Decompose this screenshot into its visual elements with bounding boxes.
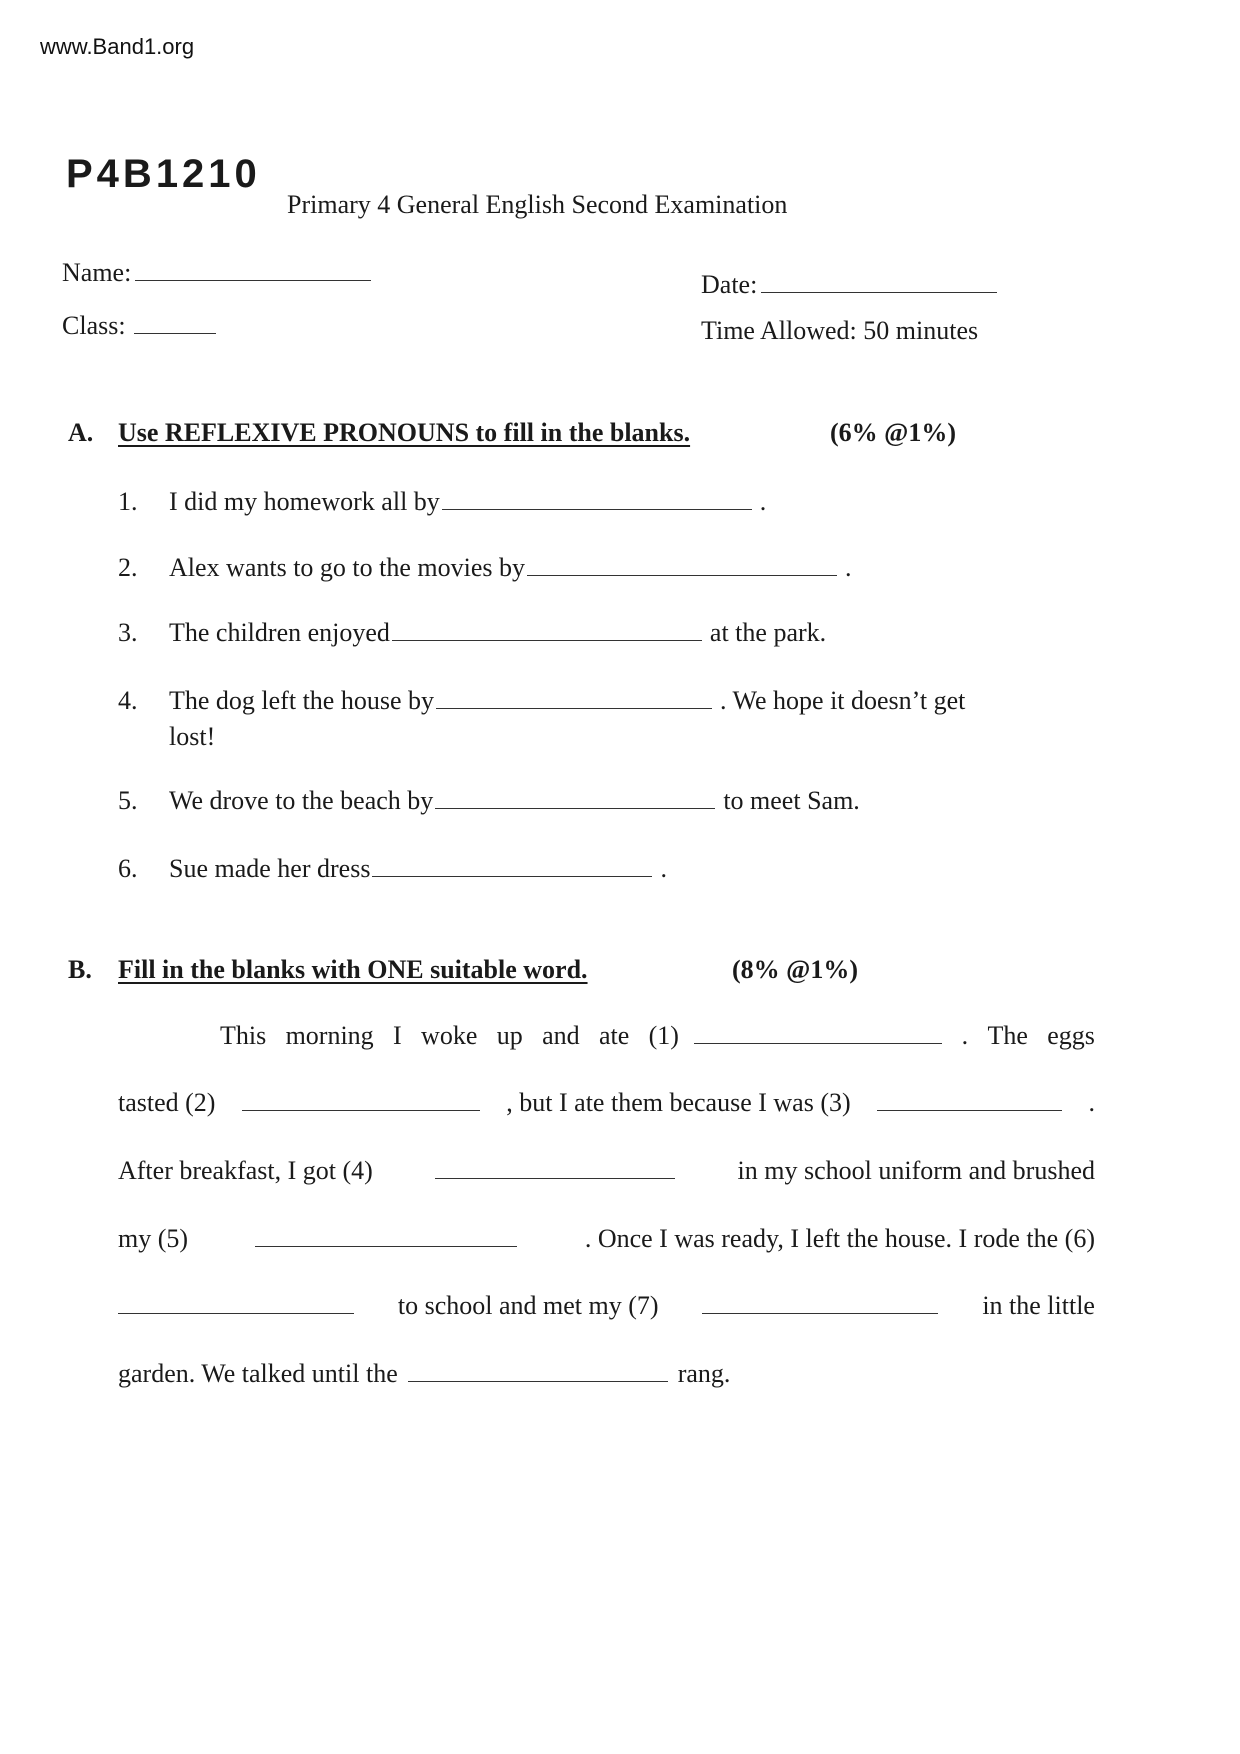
answer-blank[interactable] [877,1088,1062,1111]
answer-blank[interactable] [408,1359,668,1382]
question-item [118,553,852,583]
answer-blank[interactable] [372,854,652,877]
class-field[interactable] [134,311,216,334]
paragraph-text: my (5) [118,1224,189,1253]
paragraph-line [118,1291,1095,1321]
question-text-after: at the park. [709,618,827,647]
date-label: Date: [701,270,997,300]
paragraph-text: woke [421,1021,478,1050]
paragraph-text: eggs [1047,1021,1095,1050]
paragraph-text: in the little [982,1291,1095,1320]
paragraph-text: . Once I was ready, I left the house. I rode the (6) [584,1224,1095,1253]
question-item [118,618,826,648]
section-a-letter: A. [68,418,94,447]
answer-blank[interactable] [392,618,702,641]
answer-blank[interactable] [255,1224,517,1247]
paragraph-text: morning [285,1021,374,1050]
paragraph-line [118,1224,1095,1254]
date-field[interactable] [761,270,997,293]
paragraph-text: After breakfast, I got (4) [118,1156,373,1185]
question-item [118,854,667,884]
section-b-marks: (8% @1%) [732,955,859,984]
question-text: We drove to the beach by [169,786,434,815]
answer-blank[interactable] [118,1291,354,1314]
answer-blank[interactable] [442,487,752,510]
question-item [118,686,965,716]
answer-blank[interactable] [242,1088,480,1111]
paragraph-line [118,1021,1095,1051]
question-text: The children enjoyed [169,618,390,647]
paragraph-text: (1) [648,1021,679,1050]
question-text: I did my homework all by [169,487,440,516]
paragraph-text: rang. [677,1359,731,1388]
class-label: Class: [62,311,216,341]
paragraph-text: The [987,1021,1028,1050]
question-number: 6. [118,854,138,883]
section-b-letter: B. [68,955,92,984]
answer-blank[interactable] [435,1156,675,1179]
section-a-marks: (6% @1%) [830,418,957,447]
question-item [118,786,860,816]
page-title: Primary 4 General English Second Examination [287,190,788,219]
paragraph-text: tasted (2) [118,1088,216,1117]
answer-blank[interactable] [435,786,715,809]
answer-blank[interactable] [702,1291,938,1314]
paragraph-line [118,1359,1095,1389]
question-text-after: . We hope it doesn’t get [720,686,966,715]
question-number: 5. [118,786,138,815]
name-label: Name: [62,258,371,288]
watermark: www.Band1.org [40,34,195,59]
section-b-instruction: Fill in the blanks with ONE suitable word. [118,955,588,984]
question-number: 1. [118,487,138,516]
paragraph-text: . [1088,1088,1095,1117]
paragraph-text: This [220,1021,267,1050]
answer-blank[interactable] [694,1021,942,1044]
question-text-after: . [759,487,767,516]
question-item [118,487,766,517]
question-text: Sue made her dress [169,854,371,883]
paragraph-text: to school and met my (7) [397,1291,659,1320]
paragraph-text: ate [598,1021,630,1050]
question-number: 4. [118,686,138,715]
paragraph-text: up [496,1021,523,1050]
paragraph-text: in my school uniform and brushed [737,1156,1095,1185]
paper-code: P4B1210 [66,152,261,196]
paragraph-text: . [961,1021,969,1050]
paragraph-text: , but I ate them because I was (3) [506,1088,851,1117]
paragraph-line [118,1156,1095,1186]
question-text-after: . [660,854,667,883]
time-allowed: Time Allowed: 50 minutes [701,316,979,345]
question-number: 3. [118,618,138,647]
question-text-after: . [845,553,852,582]
name-field[interactable] [135,258,371,281]
question-continuation: lost! [169,722,216,751]
answer-blank[interactable] [527,553,837,576]
question-text-after: to meet Sam. [723,786,860,815]
paragraph-line [118,1088,1095,1118]
answer-blank[interactable] [436,686,712,709]
question-text: The dog left the house by [169,686,434,715]
paragraph-text: garden. We talked until the [118,1359,398,1388]
paragraph-text: and [542,1021,580,1050]
paragraph-text: I [393,1021,402,1050]
section-a-instruction: Use REFLEXIVE PRONOUNS to fill in the blanks. [118,418,691,447]
question-text: Alex wants to go to the movies by [169,553,526,582]
question-number: 2. [118,553,138,582]
